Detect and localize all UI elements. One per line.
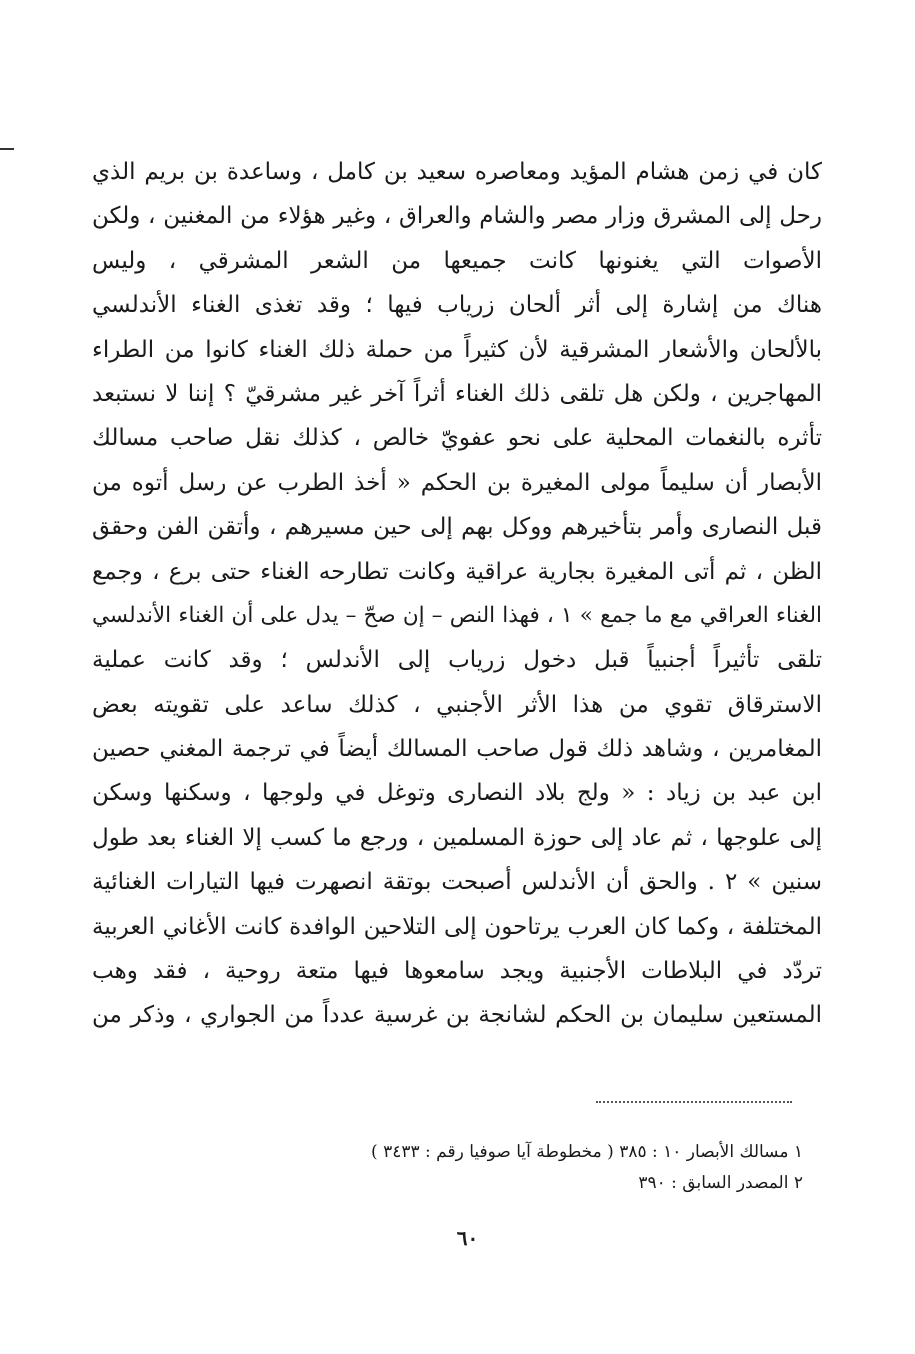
footnote-2: ٢ المصدر السابق : ٣٩٠ [638, 1173, 803, 1193]
body-line: الأصوات التي يغنونها كانت جميعها من الشعر المشرقي ، وليس [92, 247, 822, 274]
body-line: الغناء العراقي مع ما جمع » ١ ، فهذا النص – إن صحّ – يدل على أن الغناء الأندلسي [92, 602, 822, 628]
body-line: ابن عبد بن زياد : « ولج بلاد النصارى وتوغل في ولوجها ، وسكنها وسكن [92, 780, 822, 807]
page-number: ٦٠ [456, 1226, 479, 1250]
footnote-1: ١ مسالك الأبصار ١٠ : ٣٨٥ ( مخطوطة آيا صوفيا رقم : ٣٤٣٣ ) [371, 1142, 803, 1162]
body-line: تلقى تأثيراً أجنبياً قبل دخول زرياب إلى الأندلس ؛ وقد كانت عملية [92, 647, 822, 674]
footnote-separator [596, 1101, 792, 1103]
body-line: قبل النصارى وأمر بتأخيرهم ووكل بهم إلى حين مسيرهم ، وأتقن الفن وحقق [92, 514, 822, 541]
body-line: بالألحان والأشعار المشرقية لأن كثيراً من حملة ذلك الغناء كانوا من الطراء [92, 336, 822, 363]
footnotes [263, 1137, 803, 1199]
body-line: سنين » ٢ . والحق أن الأندلس أصبحت بوتقة انصهرت فيها التيارات الغنائية [92, 869, 822, 896]
body-line: هناك من إشارة إلى أثر ألحان زرياب فيها ؛ وقد تغذى الغناء الأندلسي [92, 292, 822, 319]
body-line: المختلفة ، وكما كان العرب يرتاحون إلى التلاحين الوافدة كانت الأغاني العربية [92, 913, 822, 940]
body-line: تأثره بالنغمات المحلية على نحو عفويّ خالص ، كذلك نقل صاحب مسالك [92, 425, 822, 452]
body-line: الأبصار أن سليماً مولى المغيرة بن الحكم « أخذ الطرب عن رسل أتوه من [92, 469, 822, 496]
body-line: المغامرين ، وشاهد ذلك قول صاحب المسالك أيضاً في ترجمة المغني حصين [92, 736, 822, 763]
body-line: المهاجرين ، ولكن هل تلقى ذلك الغناء أثراً آخر غير مشرقيّ ؟ إننا لا نستبعد [92, 380, 822, 407]
margin-mark [0, 148, 14, 150]
body-line: كان في زمن هشام المؤيد ومعاصره سعيد بن كامل ، وساعدة بن بريم الذي [92, 159, 822, 185]
body-line: رحل إلى المشرق وزار مصر والشام والعراق ، وغير هؤلاء من المغنين ، ولكن [92, 203, 822, 230]
body-line: إلى علوجها ، ثم عاد إلى حوزة المسلمين ، ورجع ما كسب إلا الغناء بعد طول [92, 824, 822, 851]
body-line: الاسترقاق تقوي من هذا الأثر الأجنبي ، كذلك ساعد على تقويته بعض [92, 691, 822, 718]
body-line: الظن ، ثم أتى المغيرة بجارية عراقية وكانت تطارحه الغناء حتى برع ، وجمع [92, 558, 822, 585]
body-line: المستعين سليمان بن الحكم لشانجة بن غرسية عدداً من الجواري ، وذكر من [92, 1002, 822, 1029]
body-text [92, 150, 822, 1038]
body-line: تردّد في البلاطات الأجنبية ويجد سامعوها فيها متعة روحية ، فقد وهب [92, 958, 822, 985]
